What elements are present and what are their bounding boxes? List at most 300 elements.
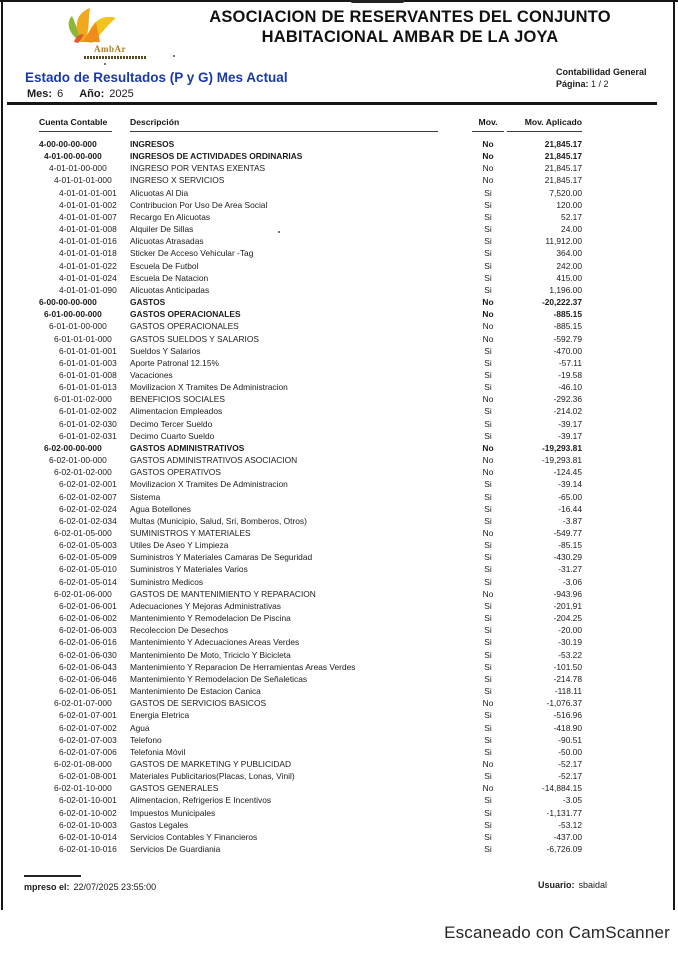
account-code: 4-01-01-01-008 bbox=[59, 224, 117, 235]
mov-applied-amount: 21,845.17 bbox=[544, 163, 582, 174]
mov-applied-amount: -430.29 bbox=[553, 552, 582, 563]
mov-flag: No bbox=[482, 455, 494, 466]
mov-applied-amount: -20.00 bbox=[558, 625, 582, 636]
account-code: 6-02-01-02-001 bbox=[59, 479, 117, 490]
table-row bbox=[0, 150, 678, 162]
mov-applied-amount: -943.96 bbox=[553, 588, 582, 599]
account-code: 6-01-01-01-003 bbox=[59, 357, 117, 368]
mov-flag: Si bbox=[484, 187, 492, 198]
account-code: 6-01-01-02-030 bbox=[59, 418, 117, 429]
account-code: 6-02-01-10-014 bbox=[59, 831, 117, 842]
mov-applied-amount: -20,222.37 bbox=[541, 297, 582, 308]
mov-flag: Si bbox=[484, 831, 492, 842]
account-description: Decimo Cuarto Sueldo bbox=[130, 430, 215, 441]
table-row bbox=[0, 223, 678, 235]
mov-flag: Si bbox=[484, 430, 492, 441]
table-row bbox=[0, 600, 678, 612]
mov-flag: Si bbox=[484, 564, 492, 575]
account-description: GASTOS SUELDOS Y SALARIOS bbox=[130, 333, 259, 344]
account-description: Recargo En Alicuotas bbox=[130, 211, 211, 222]
account-description: Sueldos Y Salarios bbox=[130, 345, 201, 356]
mov-flag: No bbox=[482, 333, 494, 344]
mov-applied-amount: -1,131.77 bbox=[546, 807, 582, 818]
account-code: 6-02-01-07-006 bbox=[59, 746, 117, 757]
table-row bbox=[0, 162, 678, 174]
table-row bbox=[0, 503, 678, 515]
account-description: Escuela De Natacion bbox=[130, 272, 209, 283]
table-row bbox=[0, 758, 678, 770]
account-code: 4-01-01-01-001 bbox=[59, 187, 117, 198]
mov-flag: Si bbox=[484, 418, 492, 429]
account-description: Contribucion Por Uso De Area Social bbox=[130, 199, 268, 210]
printed-at bbox=[24, 882, 156, 892]
page-value: 1 / 2 bbox=[591, 79, 609, 89]
mov-applied-amount: -39.14 bbox=[558, 479, 582, 490]
scan-border-top bbox=[0, 0, 678, 2]
mov-flag: No bbox=[482, 588, 494, 599]
mov-flag: Si bbox=[484, 406, 492, 417]
mov-applied-amount: 1,196.00 bbox=[549, 284, 582, 295]
account-code: 6-02-01-10-003 bbox=[59, 819, 117, 830]
account-code: 4-01-01-01-090 bbox=[59, 284, 117, 295]
scan-artifact bbox=[350, 0, 405, 3]
mov-applied-amount: -90.51 bbox=[558, 734, 582, 745]
mov-flag: No bbox=[482, 321, 494, 332]
mov-applied-amount: 7,520.00 bbox=[549, 187, 582, 198]
account-code: 6-02-00-00-000 bbox=[44, 442, 102, 453]
account-description: Servicios Contables Y Financieros bbox=[130, 831, 258, 842]
mov-applied-amount: -50.00 bbox=[558, 746, 582, 757]
mov-flag: No bbox=[482, 394, 494, 405]
mov-flag: Si bbox=[484, 625, 492, 636]
table-row bbox=[0, 345, 678, 357]
account-code: 6-02-01-10-016 bbox=[59, 844, 117, 855]
table-row bbox=[0, 782, 678, 794]
account-code: 6-02-01-07-003 bbox=[59, 734, 117, 745]
year-label: Año: bbox=[79, 88, 105, 100]
account-description: Recoleccion De Desechos bbox=[130, 625, 229, 636]
column-header-applied: Mov. Aplicado bbox=[524, 117, 582, 127]
account-description: INGRESOS bbox=[130, 139, 175, 149]
table-row bbox=[0, 138, 678, 150]
account-description: Adecuaciones Y Mejoras Administrativas bbox=[130, 600, 281, 611]
mov-applied-amount: -65.00 bbox=[558, 491, 582, 502]
table-row bbox=[0, 709, 678, 721]
account-description: Agua bbox=[130, 722, 150, 733]
account-code: 4-01-01-01-002 bbox=[59, 199, 117, 210]
account-description: GASTOS ADMINISTRATIVOS bbox=[130, 442, 245, 453]
mov-applied-amount: -30.19 bbox=[558, 637, 582, 648]
mov-flag: Si bbox=[484, 272, 492, 283]
account-description: INGRESO POR VENTAS EXENTAS bbox=[130, 163, 266, 174]
header-rule bbox=[7, 102, 657, 105]
table-row bbox=[0, 563, 678, 575]
table-row bbox=[0, 661, 678, 673]
mov-applied-amount: -39.17 bbox=[558, 418, 582, 429]
table-row bbox=[0, 284, 678, 296]
mov-flag: No bbox=[482, 175, 494, 186]
account-description: Alimentacion Empleados bbox=[130, 406, 223, 417]
mov-applied-amount: -516.96 bbox=[553, 710, 582, 721]
mov-applied-amount: -101.50 bbox=[553, 661, 582, 672]
camscanner-watermark: Escaneado con CamScanner bbox=[444, 923, 670, 942]
mov-flag: Si bbox=[484, 844, 492, 855]
mov-applied-amount: -437.00 bbox=[553, 831, 582, 842]
mov-flag: No bbox=[482, 309, 494, 320]
month-label: Mes: bbox=[27, 88, 53, 100]
table-row bbox=[0, 174, 678, 186]
printed-label: mpreso el: bbox=[24, 882, 70, 892]
account-code: 6-02-01-07-002 bbox=[59, 722, 117, 733]
account-code: 6-02-01-08-000 bbox=[54, 758, 112, 769]
table-row bbox=[0, 831, 678, 843]
table-row bbox=[0, 588, 678, 600]
table-row bbox=[0, 685, 678, 697]
account-description: Suministros Y Materiales Varios bbox=[130, 564, 248, 575]
account-description: Alimentacion, Refrigerios E Incentivos bbox=[130, 795, 272, 806]
table-row bbox=[0, 576, 678, 588]
account-description: Energia Eletrica bbox=[130, 710, 190, 721]
org-logo bbox=[28, 6, 138, 68]
mov-applied-amount: -292.36 bbox=[553, 394, 582, 405]
mov-flag: No bbox=[482, 467, 494, 478]
mov-applied-amount: -3.87 bbox=[562, 515, 582, 526]
account-description: Sticker De Acceso Vehicular -Tag bbox=[130, 248, 254, 259]
account-code: 6-02-01-10-002 bbox=[59, 807, 117, 818]
mov-flag: Si bbox=[484, 515, 492, 526]
account-description: Mantenimiento De Moto, Triciclo Y Bicicleta bbox=[130, 649, 291, 660]
mov-applied-amount: -31.27 bbox=[558, 564, 582, 575]
account-description: Aporte Patronal 12.15% bbox=[130, 357, 219, 368]
account-code: 6-02-01-06-002 bbox=[59, 613, 117, 624]
logo-text: AmbAr bbox=[94, 44, 126, 54]
account-code: 6-02-01-07-001 bbox=[59, 710, 117, 721]
table-row bbox=[0, 235, 678, 247]
account-code: 6-02-01-02-034 bbox=[59, 515, 117, 526]
logo-tagline-illegible bbox=[84, 56, 146, 59]
organization-name-line2: HABITACIONAL AMBAR DE LA JOYA bbox=[261, 27, 559, 46]
account-description: Escuela De Futbol bbox=[130, 260, 199, 271]
table-row bbox=[0, 491, 678, 503]
account-description: Suministro Medicos bbox=[130, 576, 204, 587]
account-description: Mantenimiento Y Remodelacion De Señaleticas bbox=[130, 673, 308, 684]
column-underline bbox=[130, 131, 438, 132]
table-row bbox=[0, 624, 678, 636]
mov-applied-amount: 24.00 bbox=[561, 224, 582, 235]
account-code: 6-01-01-01-000 bbox=[54, 333, 112, 344]
page-number bbox=[556, 78, 666, 90]
account-description: Telefono bbox=[130, 734, 162, 745]
table-row bbox=[0, 673, 678, 685]
mov-applied-amount: -19,293.81 bbox=[541, 442, 582, 453]
table-row bbox=[0, 333, 678, 345]
column-header-description: Descripción bbox=[130, 117, 180, 127]
account-description: Telefonia Móvil bbox=[130, 746, 186, 757]
account-description: Mantenimiento Y Adecuaciones Areas Verdes bbox=[130, 637, 300, 648]
table-row bbox=[0, 381, 678, 393]
table-row bbox=[0, 551, 678, 563]
report-period bbox=[27, 88, 150, 100]
mov-flag: Si bbox=[484, 722, 492, 733]
mov-flag: Si bbox=[484, 734, 492, 745]
account-code: 6-01-01-02-000 bbox=[54, 394, 112, 405]
account-description: Movilizacion X Tramites De Administracion bbox=[130, 479, 288, 490]
mov-flag: Si bbox=[484, 345, 492, 356]
mov-flag: Si bbox=[484, 248, 492, 259]
mov-applied-amount: -1,076.37 bbox=[546, 698, 582, 709]
mov-applied-amount: -592.79 bbox=[553, 333, 582, 344]
mov-flag: No bbox=[482, 297, 494, 308]
mov-applied-amount: 364.00 bbox=[556, 248, 582, 259]
table-row bbox=[0, 746, 678, 758]
mov-flag: Si bbox=[484, 819, 492, 830]
mov-applied-amount: -3.06 bbox=[562, 576, 582, 587]
mov-flag: Si bbox=[484, 357, 492, 368]
account-description: BENEFICIOS SOCIALES bbox=[130, 394, 225, 405]
mov-flag: Si bbox=[484, 552, 492, 563]
mov-flag: Si bbox=[484, 661, 492, 672]
mov-applied-amount: -549.77 bbox=[553, 528, 582, 538]
account-code: 4-01-01-01-000 bbox=[54, 175, 112, 186]
mov-applied-amount: 21,845.17 bbox=[544, 151, 582, 162]
account-code: 6-01-01-01-013 bbox=[59, 382, 117, 393]
account-description: Mantenimiento Y Remodelacion De Piscina bbox=[130, 613, 291, 624]
mov-applied-amount: -201.91 bbox=[553, 600, 582, 611]
account-code: 6-02-01-10-001 bbox=[59, 795, 117, 806]
table-row bbox=[0, 260, 678, 272]
table-body bbox=[0, 138, 678, 855]
mov-applied-amount: 11,912.00 bbox=[545, 236, 582, 247]
mov-applied-amount: -14,884.15 bbox=[541, 783, 582, 794]
account-description: Gastos Legales bbox=[130, 819, 189, 830]
mov-flag: Si bbox=[484, 710, 492, 721]
table-row bbox=[0, 770, 678, 782]
account-code: 6-02-01-05-014 bbox=[59, 576, 117, 587]
account-description: SUMINISTROS Y MATERIALES bbox=[130, 528, 251, 538]
account-code: 6-02-01-06-001 bbox=[59, 600, 117, 611]
mov-applied-amount: -16.44 bbox=[558, 503, 582, 514]
account-description: Alicuotas Al Dia bbox=[130, 187, 189, 198]
mov-flag: Si bbox=[484, 600, 492, 611]
column-header-mov: Mov. bbox=[478, 117, 498, 127]
mov-applied-amount: 21,845.17 bbox=[544, 139, 582, 149]
mov-applied-amount: 21,845.17 bbox=[544, 175, 582, 186]
mov-applied-amount: -885.15 bbox=[553, 321, 582, 332]
mov-applied-amount: -19.58 bbox=[558, 369, 582, 380]
mov-applied-amount: -214.78 bbox=[553, 673, 582, 684]
table-row bbox=[0, 612, 678, 624]
account-code: 6-01-01-02-002 bbox=[59, 406, 117, 417]
mov-applied-amount: 120.00 bbox=[556, 199, 582, 210]
account-code: 6-02-01-06-016 bbox=[59, 637, 117, 648]
account-code: 6-02-01-05-003 bbox=[59, 540, 117, 551]
account-code: 6-02-01-07-000 bbox=[54, 698, 112, 709]
account-code: 6-02-01-00-000 bbox=[49, 455, 107, 466]
mov-flag: Si bbox=[484, 649, 492, 660]
table-row bbox=[0, 199, 678, 211]
account-description: Materiales Publicitarios(Placas, Lonas, Vinil) bbox=[130, 771, 295, 782]
mov-applied-amount: -57.11 bbox=[558, 357, 582, 368]
table-row bbox=[0, 247, 678, 259]
account-code: 6-02-01-08-001 bbox=[59, 771, 117, 782]
module-info bbox=[556, 66, 666, 90]
mov-flag: Si bbox=[484, 224, 492, 235]
account-code: 6-02-01-06-051 bbox=[59, 686, 117, 697]
account-description: Sistema bbox=[130, 491, 161, 502]
mov-flag: Si bbox=[484, 686, 492, 697]
organization-name bbox=[160, 8, 660, 47]
account-code: 4-01-01-01-016 bbox=[59, 236, 117, 247]
account-description: GASTOS OPERACIONALES bbox=[130, 309, 241, 320]
account-description: Suministros Y Materiales Camaras De Seguridad bbox=[130, 552, 313, 563]
account-description: GASTOS DE SERVICIOS BASICOS bbox=[130, 698, 267, 709]
mov-applied-amount: -118.11 bbox=[554, 686, 582, 697]
user-value: sbaidal bbox=[578, 880, 608, 890]
account-code: 6-02-01-06-043 bbox=[59, 661, 117, 672]
account-code: 6-02-01-05-000 bbox=[54, 528, 112, 538]
user-label: Usuario: bbox=[538, 880, 575, 890]
account-code: 6-00-00-00-000 bbox=[39, 297, 97, 308]
account-description: Mantenimiento De Estacion Canica bbox=[130, 686, 261, 697]
scan-artifact bbox=[173, 55, 175, 57]
table-row bbox=[0, 697, 678, 709]
mov-flag: No bbox=[482, 783, 494, 794]
account-code: 6-02-01-02-007 bbox=[59, 491, 117, 502]
table-row bbox=[0, 357, 678, 369]
account-description: Mantenimiento Y Reparacion De Herramientas Areas Verdes bbox=[130, 661, 356, 672]
user-info bbox=[538, 880, 607, 890]
mov-flag: Si bbox=[484, 236, 492, 247]
account-code: 6-02-01-05-009 bbox=[59, 552, 117, 563]
account-description: Multas (Municipio, Salud, Sri, Bomberos, Otros) bbox=[130, 515, 307, 526]
account-code: 4-01-01-01-007 bbox=[59, 211, 117, 222]
mov-applied-amount: -204.25 bbox=[553, 613, 582, 624]
account-description: Alquiler De Sillas bbox=[130, 224, 194, 235]
table-row bbox=[0, 418, 678, 430]
account-description: Movilizacion X Tramites De Administracion bbox=[130, 382, 288, 393]
account-code: 6-01-01-01-008 bbox=[59, 369, 117, 380]
account-code: 6-02-01-10-000 bbox=[54, 783, 112, 794]
mov-flag: Si bbox=[484, 576, 492, 587]
mov-applied-amount: -52.17 bbox=[558, 771, 582, 782]
table-row bbox=[0, 320, 678, 332]
table-row bbox=[0, 478, 678, 490]
mov-flag: Si bbox=[484, 284, 492, 295]
mov-flag: Si bbox=[484, 807, 492, 818]
account-code: 6-01-00-00-000 bbox=[44, 309, 102, 320]
mov-applied-amount: -85.15 bbox=[558, 540, 582, 551]
account-description: GASTOS OPERATIVOS bbox=[130, 467, 221, 478]
module-name: Contabilidad General bbox=[556, 67, 647, 77]
mov-applied-amount: 52.17 bbox=[561, 211, 582, 222]
mov-flag: Si bbox=[484, 771, 492, 782]
account-code: 6-01-01-02-031 bbox=[59, 430, 117, 441]
account-code: 4-01-01-01-018 bbox=[59, 248, 117, 259]
account-description: Utiles De Aseo Y Limpieza bbox=[130, 540, 229, 551]
mov-flag: No bbox=[482, 442, 494, 453]
table-row bbox=[0, 807, 678, 819]
mov-flag: Si bbox=[484, 260, 492, 271]
account-description: GASTOS ADMINISTRATIVOS ASOCIACION bbox=[130, 455, 298, 466]
account-code: 6-02-01-06-030 bbox=[59, 649, 117, 660]
column-header-account: Cuenta Contable bbox=[39, 117, 108, 127]
table-row bbox=[0, 187, 678, 199]
mov-flag: No bbox=[482, 528, 494, 538]
mov-flag: No bbox=[482, 139, 494, 149]
account-description: Servicios De Guardiania bbox=[130, 844, 221, 855]
table-row bbox=[0, 296, 678, 308]
page-label: Página: bbox=[556, 79, 589, 89]
mov-applied-amount: -885.15 bbox=[553, 309, 582, 320]
account-code: 6-02-01-02-000 bbox=[54, 467, 112, 478]
mov-applied-amount: -6,726.09 bbox=[546, 844, 582, 855]
mov-applied-amount: -39.17 bbox=[558, 430, 582, 441]
account-description: Agua Botellones bbox=[130, 503, 191, 514]
table-row bbox=[0, 794, 678, 806]
mov-flag: Si bbox=[484, 479, 492, 490]
mov-applied-amount: -214.02 bbox=[553, 406, 582, 417]
mov-applied-amount: -418.90 bbox=[553, 722, 582, 733]
mov-flag: Si bbox=[484, 369, 492, 380]
table-row bbox=[0, 272, 678, 284]
mov-flag: No bbox=[482, 698, 494, 709]
mov-flag: Si bbox=[484, 211, 492, 222]
account-code: 6-02-01-05-010 bbox=[59, 564, 117, 575]
mov-flag: Si bbox=[484, 673, 492, 684]
table-row bbox=[0, 819, 678, 831]
mov-flag: Si bbox=[484, 540, 492, 551]
table-row bbox=[0, 211, 678, 223]
table-row bbox=[0, 636, 678, 648]
mov-flag: No bbox=[482, 151, 494, 162]
account-description: Alicuotas Anticipadas bbox=[130, 284, 210, 295]
mov-applied-amount: 415.00 bbox=[556, 272, 582, 283]
table-row bbox=[0, 454, 678, 466]
table-row bbox=[0, 734, 678, 746]
account-description: INGRESO X SERVICIOS bbox=[130, 175, 225, 186]
table-row bbox=[0, 405, 678, 417]
column-underline bbox=[472, 131, 504, 132]
column-underline bbox=[507, 131, 582, 132]
account-code: 6-01-01-00-000 bbox=[49, 321, 107, 332]
account-description: Impuestos Municipales bbox=[130, 807, 216, 818]
account-code: 4-01-01-01-022 bbox=[59, 260, 117, 271]
month-value: 6 bbox=[57, 88, 64, 100]
mov-applied-amount: -124.45 bbox=[553, 467, 582, 478]
account-description: GASTOS DE MARKETING Y PUBLICIDAD bbox=[130, 758, 292, 769]
account-description: GASTOS OPERACIONALES bbox=[130, 321, 239, 332]
account-description: GASTOS GENERALES bbox=[130, 783, 219, 794]
mov-applied-amount: -46.10 bbox=[558, 382, 582, 393]
account-code: 4-01-01-01-024 bbox=[59, 272, 117, 283]
mov-flag: Si bbox=[484, 795, 492, 806]
table-row bbox=[0, 466, 678, 478]
table-row bbox=[0, 515, 678, 527]
account-code: 6-02-01-02-024 bbox=[59, 503, 117, 514]
mov-flag: No bbox=[482, 758, 494, 769]
account-code: 4-01-01-00-000 bbox=[49, 163, 107, 174]
mov-flag: Si bbox=[484, 199, 492, 210]
table-row bbox=[0, 722, 678, 734]
table-row bbox=[0, 369, 678, 381]
table-row bbox=[0, 843, 678, 855]
account-description: GASTOS DE MANTENIMIENTO Y REPARACION bbox=[130, 588, 316, 599]
year-value: 2025 bbox=[109, 88, 134, 100]
column-underline bbox=[39, 131, 112, 132]
table-row bbox=[0, 527, 678, 539]
mov-applied-amount: -3.05 bbox=[562, 795, 582, 806]
mov-applied-amount: -52.17 bbox=[558, 758, 582, 769]
